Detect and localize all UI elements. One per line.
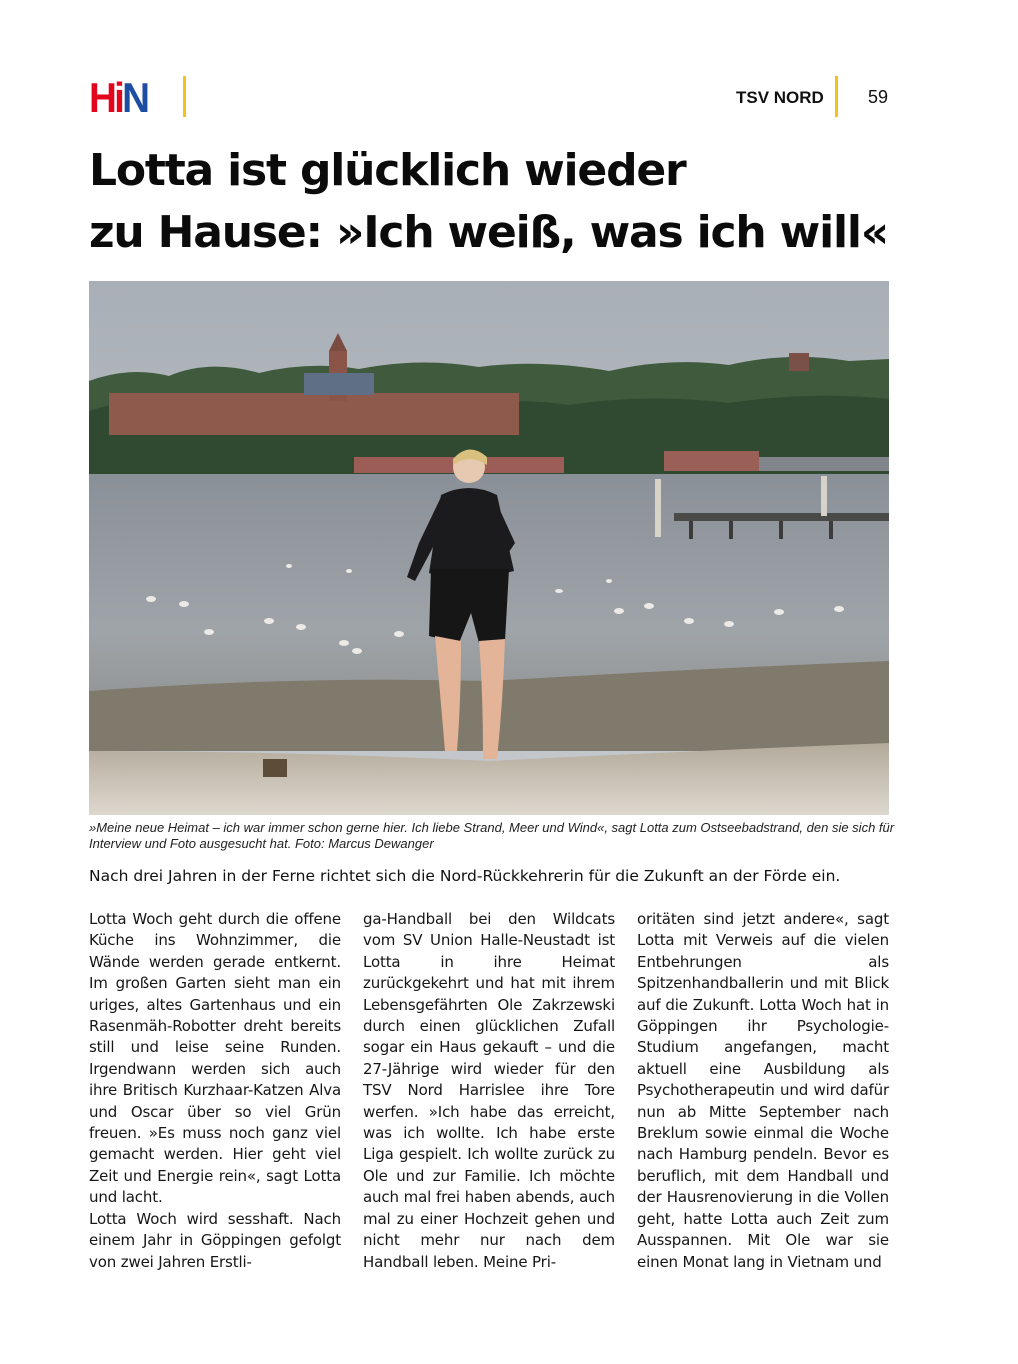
paragraph: oritäten sind jetzt andere«, sagt Lotta mit Verweis auf die vielen Entbehrungen als Spitzenhandballerin und mit Blick auf die Zukunft. Lotta Woch hat in Göppingen ihr Psychologie-Studium angefangen, macht aktuell eine Ausbildung als Psychotherapeutin und wird dafür nun ab Mitte September nach Breklum sowie einmal die Woche nach Hamburg pendeln. Bevor es beruflich, mit dem Handball und der Hausrenovierung in die Vollen geht, hatte Lotta auch Zeit zum Ausspannen. Mit Ole war sie einen Monat lang in Vietnam und: [637, 910, 889, 1271]
article-teaser: Nach drei Jahren in der Ferne richtet sich die Nord-Rückkehrerin für die Zukunft an der Förde ein.: [89, 867, 841, 885]
logo-letter-n: N: [122, 74, 148, 121]
headline-line-2: zu Hause: »Ich weiß, was ich will«: [89, 207, 888, 258]
paragraph: Lotta Woch geht durch die offene Küche ins Wohnzimmer, die Wände werden gerade entkernt. Im großen Garten sieht man ein uriges, altes Gartenhaus und ein Rasenmäh-Robotter dreht bereits still und leise seine Runden. Irgendwann werden sich auch ihre Britisch Kurzhaar-Katzen Alva und Oscar über so viel Grün freuen. »Es muss noch ganz viel gemacht werden. Hier geht viel Zeit und Energie rein«, sagt Lotta und lacht.: [89, 910, 341, 1207]
hin-logo: [89, 76, 147, 120]
logo-letter-h: H: [89, 74, 115, 121]
paragraph: Lotta Woch wird sesshaft. Nach einem Jahr in Göppingen gefolgt von zwei Jahren Erstli-: [89, 1209, 341, 1271]
article-column-2: [363, 909, 615, 1273]
logo-divider: [183, 76, 186, 117]
headline: [89, 140, 949, 264]
photo-caption: »Meine neue Heimat – ich war immer schon gerne hier. Ich liebe Strand, Meer und Wind«, sagt Lotta zum Ostseebadstrand, den sie sich für Interview und Foto ausgesucht hat. Foto: Marcus Dewanger: [89, 820, 895, 851]
article-column-1: [89, 909, 341, 1273]
article-photo: [89, 281, 889, 815]
headline-line-1: Lotta ist glücklich wieder: [89, 145, 686, 196]
section-label: TSV NORD: [736, 88, 824, 107]
section-divider: [835, 76, 838, 117]
paragraph: ga-Handball bei den Wildcats vom SV Union Halle-Neustadt ist Lotta in ihre Heimat zurückgekehrt und hat mit ihrem Lebensgefährten Ole Zakrzewski durch einen glücklichen Zufall sogar ein Haus gekauft – und die 27-Jährige wird wieder für den TSV Nord Harrislee ihre Tore werfen. »Ich habe das erreicht, was ich wollte. Ich habe erste Liga gespielt. Ich wollte zurück zu Ole und zur Familie. Ich möchte auch mal frei haben abends, auch mal zu einer Hochzeit gehen und nicht mehr nur nach dem Handball leben. Meine Pri-: [363, 910, 615, 1271]
page-number: 59: [868, 87, 889, 107]
logo-letter-i: i: [114, 74, 123, 121]
article-column-3: [637, 909, 889, 1273]
